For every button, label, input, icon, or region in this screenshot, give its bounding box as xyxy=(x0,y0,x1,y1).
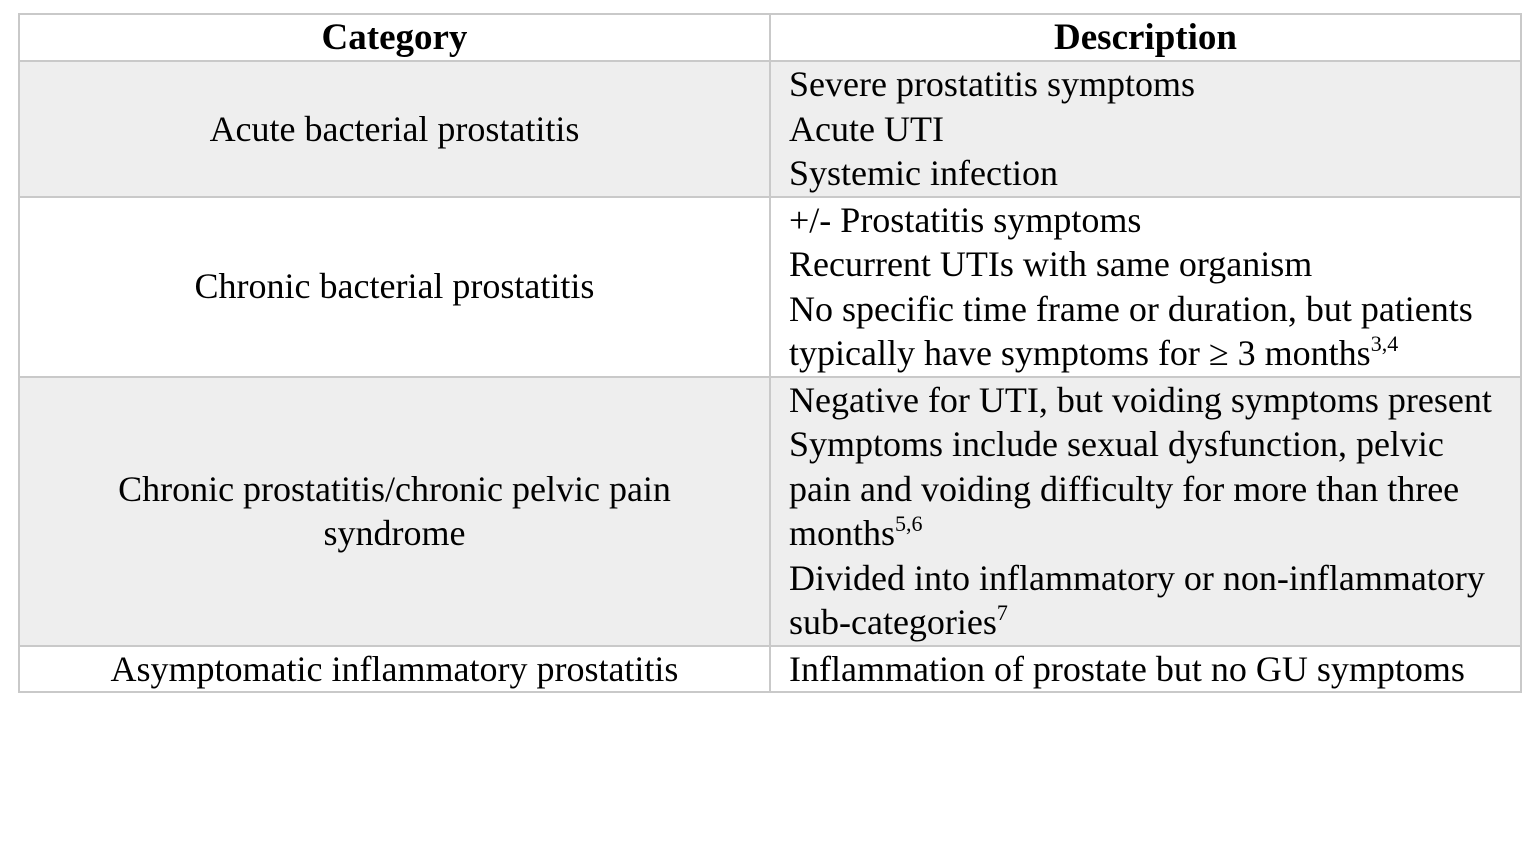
category-cell: Acute bacterial prostatitis xyxy=(19,61,770,197)
description-cell xyxy=(770,646,1521,693)
category-cell: Asymptomatic inflammatory prostatitis xyxy=(19,646,770,693)
description-cell xyxy=(770,61,1521,197)
description-text: Inflammation of prostate but no GU symptoms xyxy=(789,648,1465,689)
header-row xyxy=(19,14,1521,61)
table-row xyxy=(19,646,1521,693)
description-line xyxy=(789,242,1502,287)
description-text: Systemic infection xyxy=(789,153,1058,193)
prostatitis-classification-table xyxy=(18,13,1522,693)
citation-superscript: 3,4 xyxy=(1370,331,1399,356)
citation-superscript: 5,6 xyxy=(895,511,923,536)
description-line xyxy=(789,647,1502,692)
citation-superscript: 7 xyxy=(996,600,1008,625)
table-row xyxy=(19,61,1521,197)
header-category: Category xyxy=(19,14,770,61)
description-text: Recurrent UTIs with same organism xyxy=(789,244,1313,284)
table-row xyxy=(19,197,1521,377)
description-cell xyxy=(770,377,1521,646)
description-text: Symptoms include sexual dysfunction, pelvic pain and voiding difficulty for more than three months xyxy=(789,424,1460,553)
description-line xyxy=(789,107,1502,152)
description-cell xyxy=(770,197,1521,377)
description-text: Acute UTI xyxy=(789,108,944,149)
description-text: Divided into inflammatory or non-inflammatory sub-categories xyxy=(789,557,1485,642)
description-line xyxy=(789,287,1502,376)
description-text: +/- Prostatitis symptoms xyxy=(789,199,1142,240)
category-cell: Chronic bacterial prostatitis xyxy=(19,197,770,377)
description-text: No specific time frame or duration, but patients typically have symptoms for ≥ 3 months xyxy=(789,288,1473,373)
description-line xyxy=(789,198,1502,243)
description-line xyxy=(789,422,1502,556)
category-cell: Chronic prostatitis/chronic pelvic pain syndrome xyxy=(19,377,770,646)
description-line xyxy=(789,62,1502,107)
description-line xyxy=(789,151,1502,196)
description-line xyxy=(789,378,1502,423)
description-text: Negative for UTI, but voiding symptoms present xyxy=(789,379,1492,420)
description-line xyxy=(789,556,1502,645)
table-row xyxy=(19,377,1521,646)
description-text: Severe prostatitis symptoms xyxy=(789,64,1195,104)
header-description: Description xyxy=(770,14,1521,61)
